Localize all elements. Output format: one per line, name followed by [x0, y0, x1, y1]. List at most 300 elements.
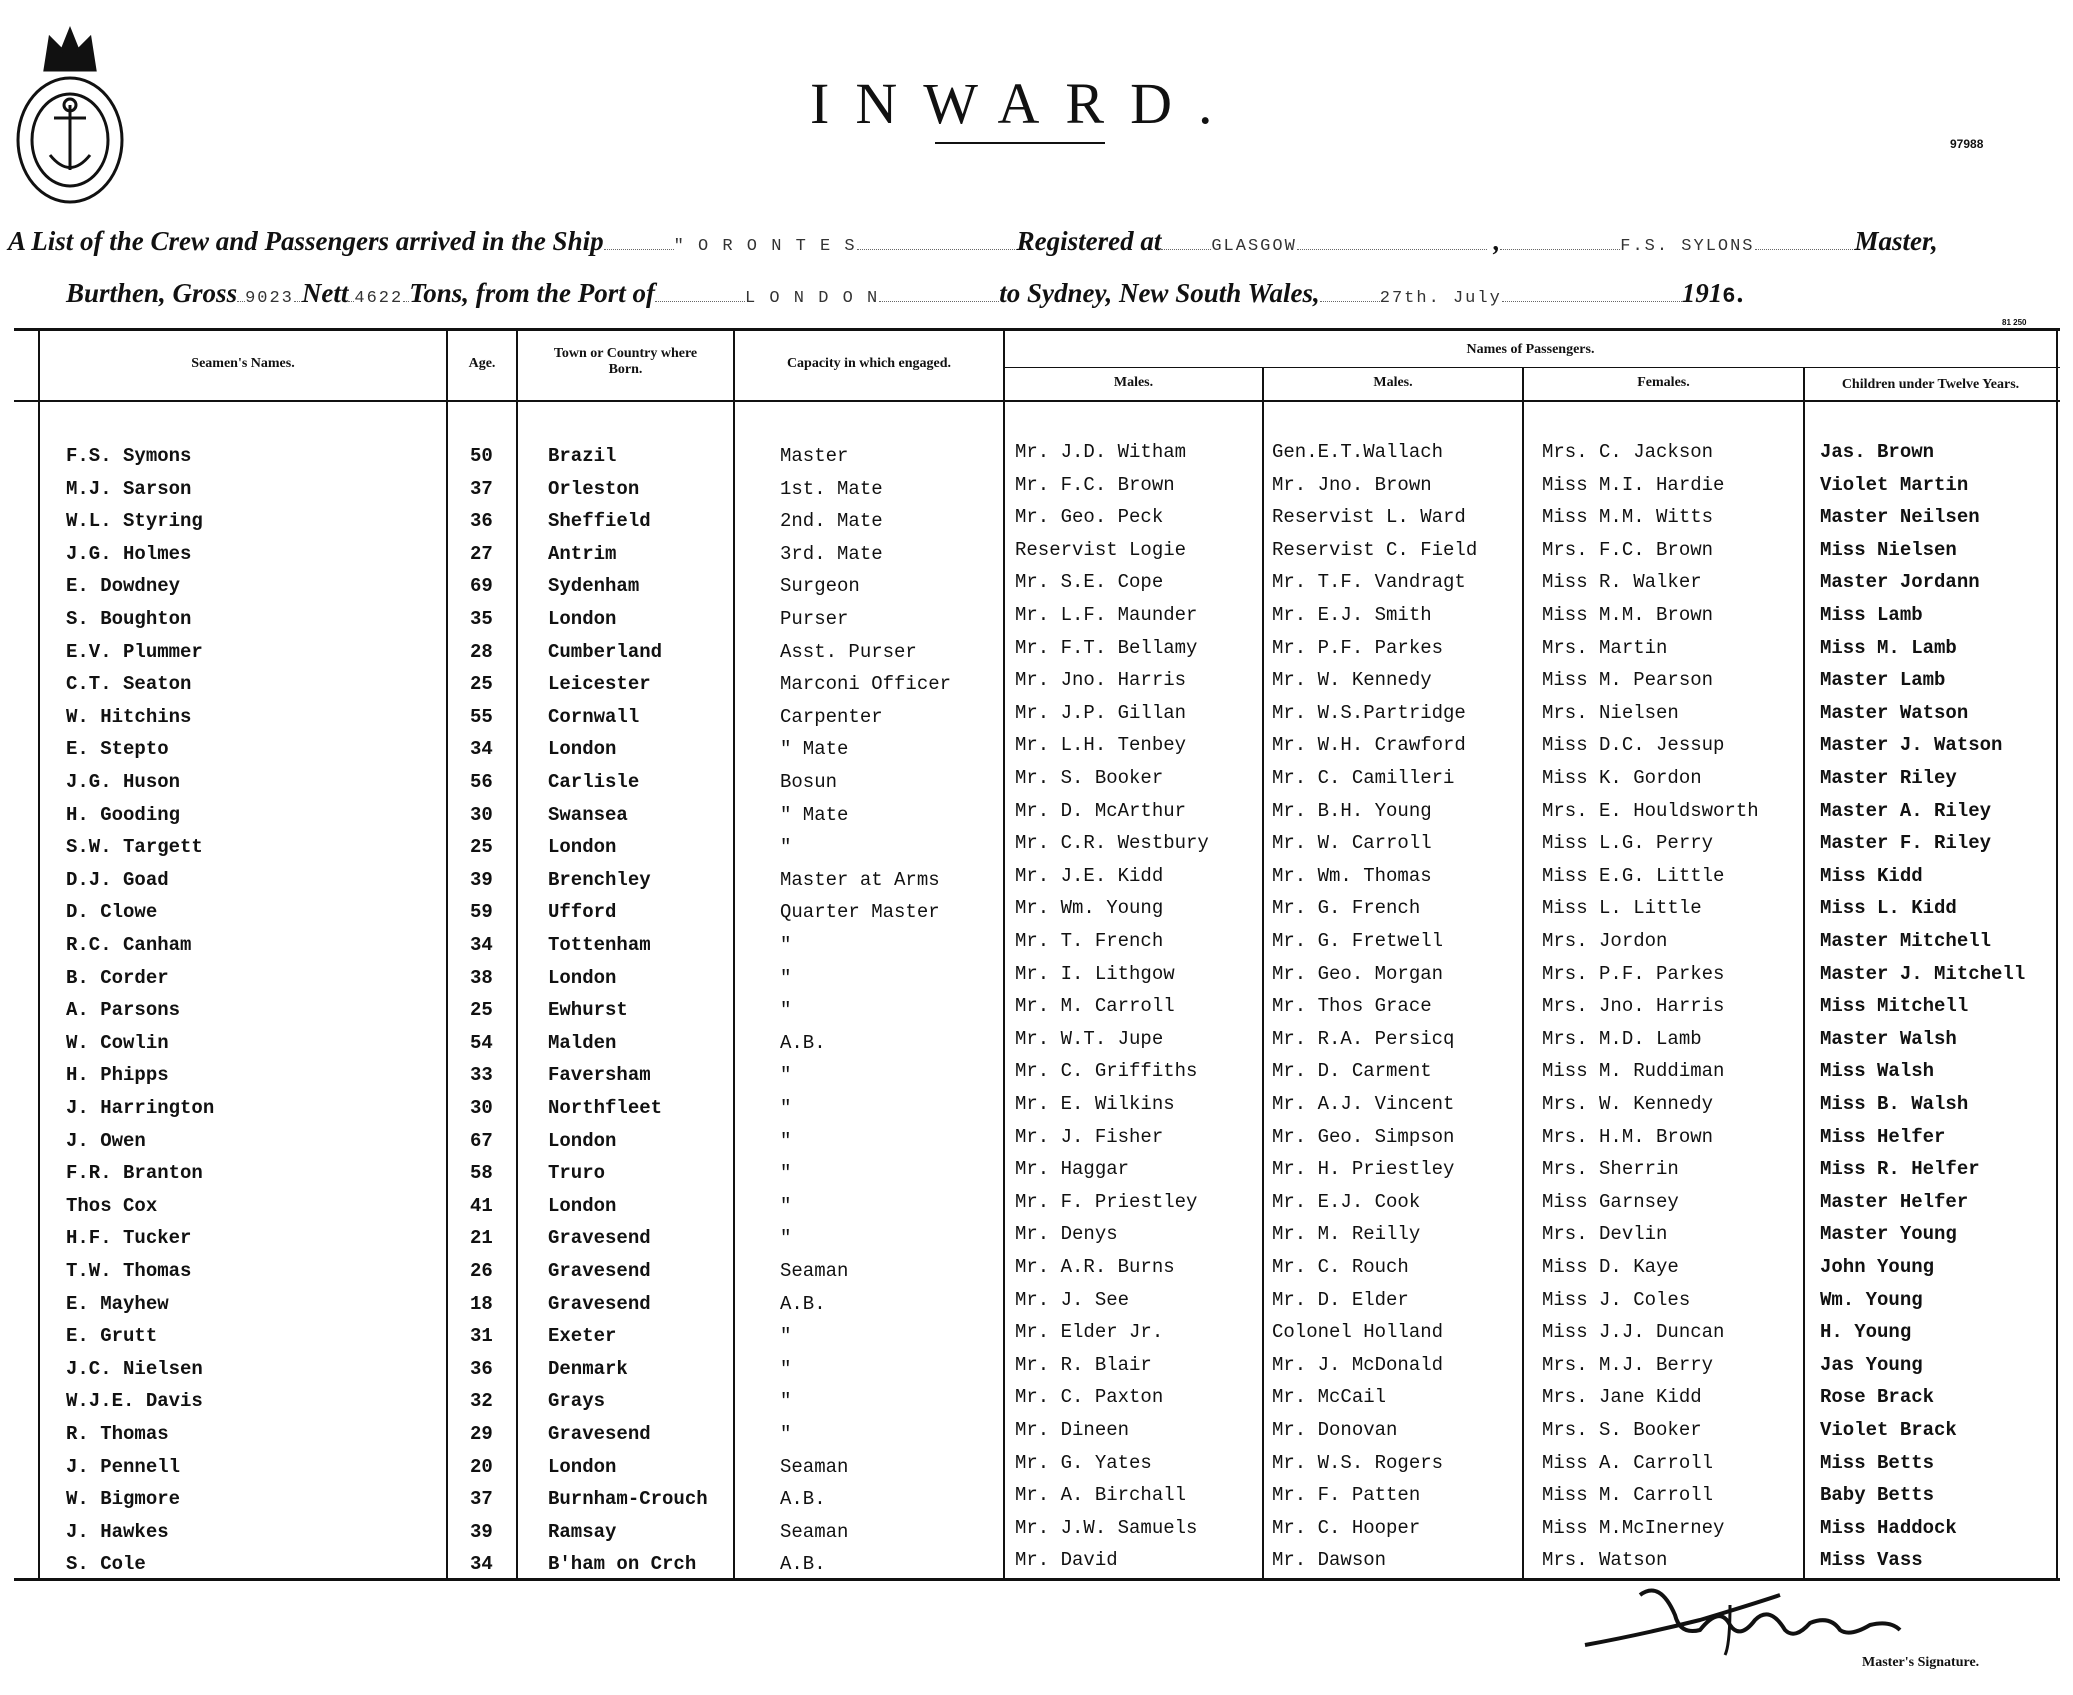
seaman-age: 34: [470, 1553, 493, 1576]
female-passenger: Miss J.J. Duncan: [1542, 1321, 1725, 1344]
male-passenger-1: Mr. Jno. Harris: [1015, 669, 1187, 692]
male-passenger-2: Mr. W. Carroll: [1272, 832, 1432, 855]
male-passenger-1: Mr. Wm. Young: [1015, 897, 1164, 920]
seaman-name: J.C. Nielsen: [66, 1357, 203, 1380]
male-passenger-1: Mr. R. Blair: [1015, 1353, 1152, 1376]
child-passenger: Miss Walsh: [1820, 1060, 1935, 1083]
female-passenger: Miss D. Kaye: [1542, 1256, 1679, 1278]
departure-port: L O N D O N: [745, 289, 880, 308]
seaman-capacity: " Mate: [780, 738, 849, 761]
male-passenger-2: Mr. R.A. Persicq: [1272, 1027, 1455, 1050]
child-passenger: Miss Helfer: [1820, 1125, 1946, 1148]
male-passenger-2: Mr. Jno. Brown: [1272, 473, 1432, 496]
seaman-capacity: Surgeon: [780, 575, 860, 598]
child-passenger: Master Riley: [1820, 767, 1957, 789]
child-passenger: John Young: [1820, 1256, 1935, 1278]
female-passenger: Miss M.McInerney: [1542, 1516, 1725, 1539]
seaman-birthplace: Ramsay: [548, 1520, 617, 1543]
col-header-males-2: Males.: [1373, 375, 1413, 390]
seaman-birthplace: Gravesend: [548, 1260, 651, 1282]
seaman-age: 39: [470, 1520, 493, 1543]
child-passenger: Miss Haddock: [1820, 1516, 1957, 1539]
seaman-age: 55: [470, 705, 493, 728]
seaman-age: 18: [470, 1292, 493, 1315]
seaman-age: 27: [470, 542, 493, 565]
seaman-age: 35: [470, 608, 493, 630]
seaman-capacity: ": [780, 836, 792, 859]
seaman-capacity: ": [780, 1064, 792, 1087]
child-passenger: Master A. Riley: [1820, 799, 1992, 822]
male-passenger-1: Mr. C.R. Westbury: [1015, 832, 1209, 855]
seaman-capacity: ": [780, 1390, 792, 1413]
child-passenger: Violet Brack: [1820, 1419, 1957, 1441]
seaman-birthplace: London: [548, 836, 617, 859]
seaman-birthplace: London: [548, 738, 617, 761]
male-passenger-2: Mr. C. Hooper: [1272, 1516, 1421, 1539]
year-end: .: [1737, 278, 1745, 308]
child-passenger: Miss L. Kidd: [1820, 897, 1957, 920]
seaman-name: J. Owen: [66, 1129, 146, 1152]
seaman-name: J. Pennell: [66, 1455, 181, 1478]
seaman-age: 25: [470, 673, 493, 696]
male-passenger-2: Colonel Holland: [1272, 1321, 1444, 1344]
header-text-from-port: Tons, from the Port of: [409, 278, 655, 308]
female-passenger: Mrs. F.C. Brown: [1542, 538, 1714, 561]
child-passenger: Miss Betts: [1820, 1451, 1935, 1474]
male-passenger-1: Mr. D. McArthur: [1015, 799, 1187, 822]
seaman-name: T.W. Thomas: [66, 1260, 192, 1282]
seaman-age: 36: [470, 1357, 493, 1380]
male-passenger-1: Mr. F.T. Bellamy: [1015, 636, 1198, 659]
seaman-birthplace: Malden: [548, 1031, 617, 1054]
seaman-birthplace: Brenchley: [548, 868, 651, 891]
form-number: 97988: [1950, 137, 1984, 151]
seaman-capacity: ": [780, 1357, 792, 1380]
female-passenger: Miss M. Carroll: [1542, 1484, 1714, 1507]
seaman-age: 37: [470, 477, 493, 500]
seaman-age: 39: [470, 868, 493, 891]
male-passenger-2: Mr. W.S.Partridge: [1272, 701, 1466, 724]
child-passenger: Miss Nielsen: [1820, 538, 1957, 561]
col-header-males-1: Males.: [1113, 375, 1154, 390]
female-passenger: Miss M. Ruddiman: [1542, 1060, 1725, 1083]
seaman-birthplace: Antrim: [548, 542, 617, 565]
seaman-age: 20: [470, 1455, 493, 1478]
seaman-name: H. Phipps: [66, 1064, 169, 1087]
seaman-age: 56: [470, 771, 493, 793]
seaman-capacity: Seaman: [780, 1260, 849, 1282]
seaman-birthplace: Ufford: [548, 901, 617, 924]
male-passenger-1: Reservist Logie: [1015, 538, 1187, 561]
child-passenger: Wm. Young: [1820, 1288, 1923, 1311]
child-passenger: Master Young: [1820, 1223, 1957, 1246]
seaman-name: E. Grutt: [66, 1325, 158, 1348]
seaman-birthplace: Ewhurst: [548, 999, 628, 1022]
male-passenger-2: Mr. Wm. Thomas: [1272, 864, 1432, 887]
female-passenger: Miss M.M. Brown: [1542, 604, 1714, 626]
female-passenger: Mrs. Sherrin: [1542, 1158, 1679, 1181]
female-passenger: Mrs. Devlin: [1542, 1223, 1668, 1246]
male-passenger-2: Mr. J. McDonald: [1272, 1353, 1444, 1376]
male-passenger-1: Mr. David: [1015, 1549, 1118, 1572]
child-passenger: Miss Mitchell: [1820, 995, 1969, 1018]
child-passenger: Master Watson: [1820, 701, 1969, 724]
seaman-birthplace: London: [548, 1129, 617, 1152]
female-passenger: Miss Garnsey: [1542, 1190, 1679, 1213]
male-passenger-2: Reservist L. Ward: [1272, 506, 1466, 529]
col-rule: [516, 331, 518, 1578]
child-passenger: Rose Brack: [1820, 1386, 1935, 1409]
male-passenger-2: Mr. W. Kennedy: [1272, 669, 1432, 692]
seaman-name: D.J. Goad: [66, 868, 169, 891]
male-passenger-2: Mr. W.H. Crawford: [1272, 734, 1466, 757]
col-header-seamen-names: Seamen's Names.: [191, 356, 295, 371]
col-rule: [1262, 367, 1264, 1578]
child-passenger: Miss M. Lamb: [1820, 636, 1957, 659]
male-passenger-1: Mr. J.D. Witham: [1015, 441, 1187, 463]
gross-tons: 9023: [245, 289, 294, 308]
seaman-birthplace: Northfleet: [548, 1097, 663, 1119]
female-passenger: Miss L. Little: [1542, 897, 1702, 920]
child-passenger: H. Young: [1820, 1321, 1912, 1344]
seaman-capacity: Bosun: [780, 771, 838, 793]
master-name: F.S. SYLONS: [1620, 237, 1755, 256]
male-passenger-2: Mr. Dawson: [1272, 1549, 1387, 1572]
seaman-capacity: Seaman: [780, 1520, 849, 1543]
male-passenger-2: Mr. E.J. Cook: [1272, 1190, 1421, 1213]
seaman-name: F.R. Branton: [66, 1162, 203, 1185]
seaman-name: D. Clowe: [66, 901, 158, 924]
seaman-birthplace: Gravesend: [548, 1423, 651, 1445]
child-passenger: Jas Young: [1820, 1353, 1923, 1376]
seaman-age: 38: [470, 966, 493, 989]
male-passenger-1: Mr. J. See: [1015, 1288, 1130, 1311]
male-passenger-2: Mr. G. French: [1272, 897, 1421, 920]
female-passenger: Mrs. Martin: [1542, 636, 1668, 659]
document-title: INWARD.: [810, 71, 1239, 136]
male-passenger-2: Mr. W.S. Rogers: [1272, 1451, 1444, 1474]
female-passenger: Miss M.M. Witts: [1542, 506, 1714, 529]
header-text-to-sydney: to Sydney, New South Wales,: [999, 278, 1320, 308]
male-passenger-2: Mr. E.J. Smith: [1272, 604, 1432, 626]
seaman-name: S. Cole: [66, 1553, 146, 1576]
female-passenger: Miss K. Gordon: [1542, 767, 1702, 789]
male-passenger-1: Mr. C. Griffiths: [1015, 1060, 1198, 1083]
seaman-name: F.S. Symons: [66, 445, 192, 467]
seaman-capacity: ": [780, 1194, 792, 1217]
header-line-2: [66, 278, 1744, 309]
seaman-age: 21: [470, 1227, 493, 1250]
seaman-birthplace: Carlisle: [548, 771, 640, 793]
seaman-capacity: Marconi Officer: [780, 673, 952, 696]
female-passenger: Mrs. Nielsen: [1542, 701, 1679, 724]
seaman-capacity: " Mate: [780, 803, 849, 826]
seaman-age: 29: [470, 1423, 493, 1445]
male-passenger-2: Mr. D. Carment: [1272, 1060, 1432, 1083]
arrival-date: 27th. July: [1379, 289, 1502, 308]
child-passenger: Violet Martin: [1820, 473, 1969, 496]
col-header-passengers: Names of Passengers.: [1466, 342, 1595, 357]
female-passenger: Mrs. M.J. Berry: [1542, 1353, 1714, 1376]
child-passenger: Miss Lamb: [1820, 604, 1923, 626]
male-passenger-1: Mr. S. Booker: [1015, 767, 1164, 789]
header-text-nett: Nett: [301, 278, 349, 308]
seaman-birthplace: Faversham: [548, 1064, 651, 1087]
seaman-age: 25: [470, 836, 493, 859]
col-rule: [1003, 331, 1005, 1578]
seaman-age: 50: [470, 445, 493, 467]
male-passenger-1: Mr. M. Carroll: [1015, 995, 1175, 1018]
female-passenger: Miss E.G. Little: [1542, 864, 1725, 887]
male-passenger-2: Mr. F. Patten: [1272, 1484, 1421, 1507]
female-passenger: Mrs. W. Kennedy: [1542, 1093, 1714, 1115]
seaman-capacity: ": [780, 1423, 792, 1445]
seaman-name: C.T. Seaton: [66, 673, 192, 696]
seaman-birthplace: B'ham on Crch: [548, 1553, 697, 1576]
female-passenger: Mrs. E. Houldsworth: [1542, 799, 1759, 822]
female-passenger: Mrs. Jane Kidd: [1542, 1386, 1702, 1409]
male-passenger-1: Mr. A.R. Burns: [1015, 1256, 1175, 1278]
female-passenger: Mrs. M.D. Lamb: [1542, 1027, 1702, 1050]
child-passenger: Master Mitchell: [1820, 930, 1992, 952]
seaman-name: B. Corder: [66, 966, 169, 989]
col-rule: [38, 331, 40, 1578]
male-passenger-1: Mr. J. Fisher: [1015, 1125, 1164, 1148]
male-passenger-2: Mr. Geo. Simpson: [1272, 1125, 1455, 1148]
seaman-age: 26: [470, 1260, 493, 1282]
seaman-name: Thos Cox: [66, 1194, 158, 1217]
seaman-capacity: 1st. Mate: [780, 477, 883, 500]
seaman-age: 28: [470, 640, 493, 663]
male-passenger-2: Gen.E.T.Wallach: [1272, 441, 1444, 463]
seaman-capacity: ": [780, 1227, 792, 1250]
child-passenger: Master Helfer: [1820, 1190, 1969, 1213]
male-passenger-1: Mr. F.C. Brown: [1015, 473, 1175, 496]
seaman-capacity: Asst. Purser: [780, 640, 917, 663]
seaman-birthplace: Denmark: [548, 1357, 628, 1380]
seaman-age: 67: [470, 1129, 493, 1152]
seaman-birthplace: Swansea: [548, 803, 628, 826]
female-passenger: Miss M. Pearson: [1542, 669, 1714, 692]
female-passenger: Mrs. Jordon: [1542, 930, 1668, 952]
female-passenger: Miss J. Coles: [1542, 1288, 1691, 1311]
seaman-name: W. Hitchins: [66, 705, 192, 728]
female-passenger: Mrs. S. Booker: [1542, 1419, 1702, 1441]
seaman-birthplace: Grays: [548, 1390, 606, 1413]
seaman-capacity: ": [780, 966, 792, 989]
seaman-name: E.V. Plummer: [66, 640, 203, 663]
signature-label: Master's Signature.: [1862, 1655, 1980, 1670]
crown-anchor-seal: [10, 20, 130, 210]
master-signature: [1580, 1575, 2000, 1660]
male-passenger-1: Mr. J.E. Kidd: [1015, 864, 1164, 887]
seaman-age: 69: [470, 575, 493, 598]
seaman-name: S.W. Targett: [66, 836, 203, 859]
seaman-birthplace: London: [548, 1455, 617, 1478]
year-typed: 6: [1722, 284, 1738, 309]
child-passenger: Master J. Mitchell: [1820, 962, 2026, 985]
seaman-capacity: A.B.: [780, 1292, 826, 1315]
male-passenger-1: Mr. J.P. Gillan: [1015, 701, 1187, 724]
child-passenger: Miss Vass: [1820, 1549, 1923, 1572]
seaman-age: 36: [470, 510, 493, 533]
male-passenger-1: Mr. G. Yates: [1015, 1451, 1152, 1474]
seaman-name: E. Dowdney: [66, 575, 181, 598]
child-passenger: Miss B. Walsh: [1820, 1093, 1969, 1115]
child-passenger: Master Lamb: [1820, 669, 1946, 692]
male-passenger-2: Mr. G. Fretwell: [1272, 930, 1444, 952]
female-passenger: Miss D.C. Jessup: [1542, 734, 1725, 757]
seaman-birthplace: London: [548, 608, 617, 630]
child-passenger: Master F. Riley: [1820, 832, 1992, 855]
seaman-birthplace: Gravesend: [548, 1227, 651, 1250]
header-line-1: A List of the Crew and Passengers arrived in the Ship " O R O N T E S Registered at GLASGOW , F.S. SYLONS Master,: [8, 226, 1938, 256]
seaman-name: J.G. Huson: [66, 771, 181, 793]
seaman-age: 58: [470, 1162, 493, 1185]
male-passenger-1: Mr. Denys: [1015, 1223, 1118, 1246]
title-underline: [935, 142, 1105, 144]
seaman-name: R.C. Canham: [66, 934, 192, 956]
male-passenger-1: Mr. T. French: [1015, 930, 1164, 952]
male-passenger-2: Mr. Thos Grace: [1272, 995, 1432, 1018]
seaman-name: W.L. Styring: [66, 510, 203, 533]
seaman-birthplace: Gravesend: [548, 1292, 651, 1315]
col-rule: [1803, 367, 1805, 1578]
female-passenger: Miss A. Carroll: [1542, 1451, 1714, 1474]
male-passenger-1: Mr. W.T. Jupe: [1015, 1027, 1164, 1050]
seaman-capacity: Seaman: [780, 1455, 849, 1478]
seaman-age: 54: [470, 1031, 493, 1054]
seaman-capacity: Master at Arms: [780, 868, 940, 891]
nett-tons: 4622: [354, 289, 404, 308]
seaman-name: H. Gooding: [66, 803, 181, 826]
seaman-name: W.J.E. Davis: [66, 1390, 203, 1413]
table-top-rule: [14, 328, 2060, 331]
seaman-name: J. Hawkes: [66, 1520, 169, 1543]
child-passenger: Miss Kidd: [1820, 864, 1923, 887]
seaman-age: 30: [470, 803, 493, 826]
seaman-name: R. Thomas: [66, 1423, 169, 1445]
seaman-name: W. Cowlin: [66, 1031, 169, 1054]
child-passenger: Miss R. Helfer: [1820, 1158, 1980, 1181]
male-passenger-2: Mr. McCail: [1272, 1386, 1387, 1409]
male-passenger-1: Mr. J.W. Samuels: [1015, 1516, 1198, 1539]
male-passenger-2: Mr. H. Priestley: [1272, 1158, 1455, 1181]
male-passenger-2: Mr. Donovan: [1272, 1419, 1398, 1441]
female-passenger: Miss M.I. Hardie: [1542, 473, 1725, 496]
col-header-birthplace: Town or Country where Born.: [553, 346, 698, 377]
seaman-birthplace: London: [548, 966, 617, 989]
seaman-capacity: ": [780, 934, 792, 956]
header-text-burthen: Burthen, Gross: [66, 278, 238, 308]
seaman-name: J. Harrington: [66, 1097, 215, 1119]
female-passenger: Mrs. P.F. Parkes: [1542, 962, 1725, 985]
male-passenger-1: Mr. L.F. Maunder: [1015, 604, 1198, 626]
seaman-capacity: ": [780, 1325, 792, 1348]
seaman-birthplace: Orleston: [548, 477, 640, 500]
child-passenger: Master Jordann: [1820, 571, 1980, 594]
male-passenger-2: Mr. A.J. Vincent: [1272, 1093, 1455, 1115]
seaman-birthplace: London: [548, 1194, 617, 1217]
child-passenger: Baby Betts: [1820, 1484, 1935, 1507]
female-passenger: Mrs. H.M. Brown: [1542, 1125, 1714, 1148]
seaman-capacity: ": [780, 999, 792, 1022]
seaman-birthplace: Exeter: [548, 1325, 617, 1348]
seaman-birthplace: Sydenham: [548, 575, 640, 598]
female-passenger: Mrs. C. Jackson: [1542, 441, 1714, 463]
seaman-birthplace: Truro: [548, 1162, 606, 1185]
seaman-birthplace: Burnham-Crouch: [548, 1488, 708, 1511]
seaman-birthplace: Cornwall: [548, 705, 640, 728]
seaman-capacity: ": [780, 1129, 792, 1152]
seaman-capacity: A.B.: [780, 1031, 826, 1054]
male-passenger-1: Mr. L.H. Tenbey: [1015, 734, 1187, 757]
seaman-age: 25: [470, 999, 493, 1022]
header-text-list: A List of the Crew and Passengers arrived in the Ship: [8, 226, 604, 256]
seaman-capacity: ": [780, 1162, 792, 1185]
male-passenger-2: Mr. M. Reilly: [1272, 1223, 1421, 1246]
seaman-capacity: Master: [780, 445, 849, 467]
male-passenger-1: Mr. F. Priestley: [1015, 1190, 1198, 1213]
col-header-capacity: Capacity in which engaged.: [786, 356, 952, 371]
child-passenger: Master Walsh: [1820, 1027, 1957, 1050]
male-passenger-2: Reservist C. Field: [1272, 538, 1478, 561]
seaman-capacity: A.B.: [780, 1488, 826, 1511]
ship-name: " O R O N T E S: [673, 237, 857, 256]
seaman-age: 33: [470, 1064, 493, 1087]
female-passenger: Mrs. Watson: [1542, 1549, 1668, 1572]
seaman-birthplace: Leicester: [548, 673, 651, 696]
seaman-name: H.F. Tucker: [66, 1227, 192, 1250]
seaman-age: 30: [470, 1097, 493, 1119]
male-passenger-2: Mr. C. Rouch: [1272, 1256, 1409, 1278]
seaman-age: 31: [470, 1325, 493, 1348]
child-passenger: Jas. Brown: [1820, 441, 1935, 463]
seaman-capacity: Carpenter: [780, 705, 883, 728]
child-passenger: Master J. Watson: [1820, 734, 2003, 757]
seaman-age: 37: [470, 1488, 493, 1511]
male-passenger-2: Mr. D. Elder: [1272, 1288, 1409, 1311]
male-passenger-1: Mr. Geo. Peck: [1015, 506, 1164, 529]
male-passenger-2: Mr. C. Camilleri: [1272, 767, 1455, 789]
female-passenger: Miss R. Walker: [1542, 571, 1702, 594]
male-passenger-2: Mr. Geo. Morgan: [1272, 962, 1444, 985]
male-passenger-1: Mr. S.E. Cope: [1015, 571, 1164, 594]
male-passenger-1: Mr. Dineen: [1015, 1419, 1130, 1441]
col-header-females: Females.: [1637, 375, 1690, 390]
seaman-capacity: ": [780, 1097, 792, 1119]
male-passenger-1: Mr. I. Lithgow: [1015, 962, 1175, 985]
seaman-age: 41: [470, 1194, 493, 1217]
male-passenger-1: Mr. C. Paxton: [1015, 1386, 1164, 1409]
col-rule: [1522, 367, 1524, 1578]
seaman-birthplace: Brazil: [548, 445, 617, 467]
col-rule: [446, 331, 448, 1578]
seaman-age: 32: [470, 1390, 493, 1413]
seaman-birthplace: Sheffield: [548, 510, 651, 533]
seaman-capacity: Purser: [780, 608, 849, 630]
seaman-capacity: A.B.: [780, 1553, 826, 1576]
seaman-name: A. Parsons: [66, 999, 181, 1022]
seaman-age: 34: [470, 738, 493, 761]
seaman-capacity: Quarter Master: [780, 901, 940, 924]
col-rule: [2056, 331, 2058, 1578]
male-passenger-1: Mr. Elder Jr.: [1015, 1321, 1164, 1344]
small-form-number: 81 250: [2002, 318, 2027, 327]
col-rule: [733, 331, 735, 1578]
seaman-capacity: 3rd. Mate: [780, 542, 883, 565]
seaman-capacity: 2nd. Mate: [780, 510, 883, 533]
